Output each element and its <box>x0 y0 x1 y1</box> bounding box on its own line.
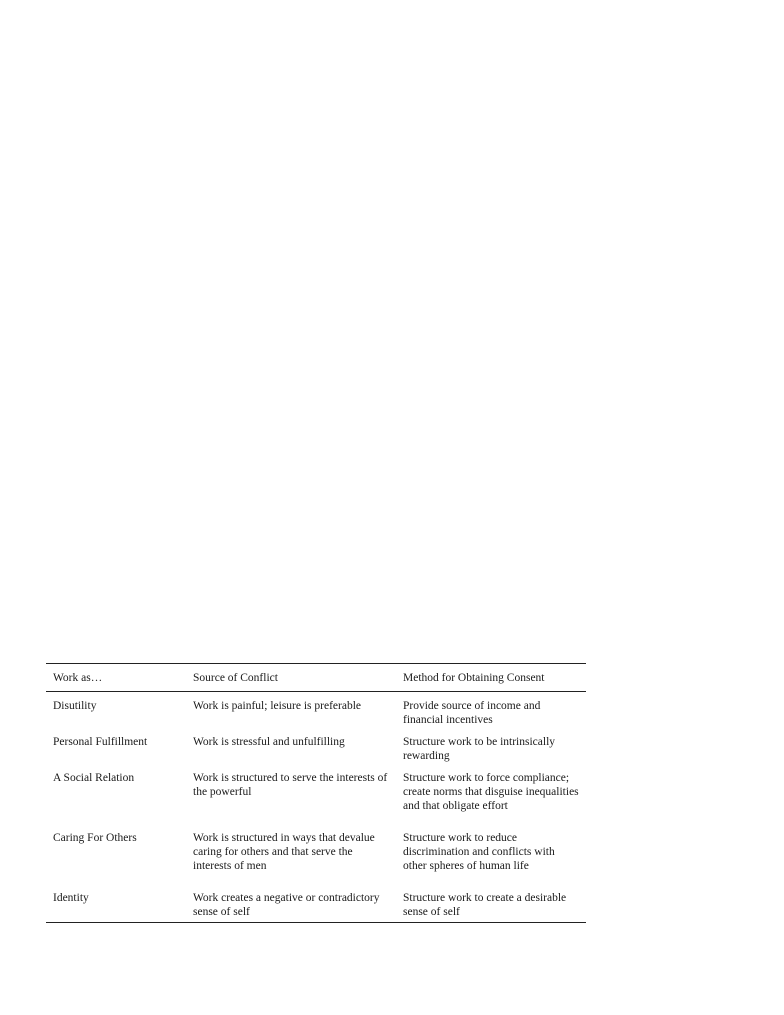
header-row <box>46 664 586 692</box>
header-work-as: Work as… <box>53 672 103 684</box>
table-row <box>46 886 586 923</box>
cell-work-as: Identity <box>53 892 89 904</box>
cell-work-as: A Social Relation <box>53 772 135 784</box>
cell-source-of-conflict: Work is structured in ways that devalue caring for others and that serve the interests of men <box>193 832 375 872</box>
cell-source-of-conflict: Work is structured to serve the interests of the powerful <box>193 772 388 798</box>
work-conceptualizations-table <box>46 663 586 923</box>
cell-method: Provide source of income and financial incentives <box>403 700 541 726</box>
table-row <box>46 766 586 826</box>
cell-method: Structure work to create a desirable sense of self <box>403 892 567 918</box>
cell-source-of-conflict: Work is painful; leisure is preferable <box>193 700 362 712</box>
table-row <box>46 826 586 886</box>
cell-work-as: Personal Fulfillment <box>53 736 148 748</box>
header-source-of-conflict: Source of Conflict <box>193 672 278 684</box>
header-method-for-obtaining-consent: Method for Obtaining Consent <box>403 672 545 684</box>
cell-work-as: Caring For Others <box>53 832 137 844</box>
cell-method: Structure work to be intrinsically rewarding <box>403 736 556 762</box>
table-body <box>46 692 586 923</box>
cell-work-as: Disutility <box>53 700 97 712</box>
cell-method: Structure work to force compliance; create norms that disguise inequalities and that obligate effort <box>403 772 579 812</box>
cell-source-of-conflict: Work is stressful and unfulfilling <box>193 736 345 748</box>
cell-method: Structure work to reduce discrimination and conflicts with other spheres of human life <box>403 832 555 872</box>
work-conceptualizations-table-container <box>46 663 586 923</box>
table-row <box>46 692 586 731</box>
cell-source-of-conflict: Work creates a negative or contradictory sense of self <box>193 892 380 918</box>
table-row <box>46 730 586 766</box>
table-header <box>46 664 586 692</box>
